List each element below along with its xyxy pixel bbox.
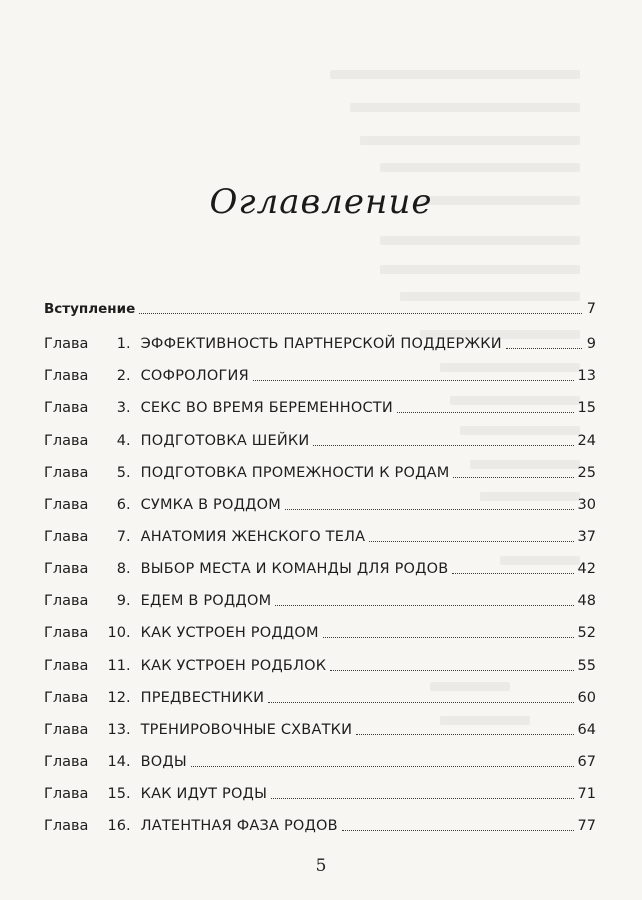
dot-leader — [356, 733, 573, 735]
toc-chapter-title: ЕДЕМ В РОДДОМ — [140, 593, 272, 609]
toc-row-chapter-5[interactable]: Глава 5 . ПОДГОТОВКА ПРОМЕЖНОСТИ К РОДАМ 25 — [44, 465, 596, 481]
toc-chapter-number: 11 — [107, 658, 126, 674]
toc-page-number: 60 — [577, 690, 596, 706]
toc-chapter-title: СЕКС ВО ВРЕМЯ БЕРЕМЕННОСТИ — [140, 400, 393, 416]
toc-chapter-title: КАК ИДУТ РОДЫ — [140, 786, 268, 802]
toc-page-number: 25 — [577, 465, 596, 481]
toc-chapter-prefix: Глава — [44, 465, 89, 481]
toc-chapter-number: 3 — [116, 400, 126, 416]
dot-leader — [271, 797, 573, 799]
toc-chapter-title: КАК УСТРОЕН РОДБЛОК — [140, 658, 327, 674]
toc-page-number: 9 — [586, 336, 596, 352]
toc-chapter-title: ТРЕНИРОВОЧНЫЕ СХВАТКИ — [140, 722, 353, 738]
toc-row-chapter-13[interactable]: Глава 13 . ТРЕНИРОВОЧНЫЕ СХВАТКИ 64 — [44, 722, 596, 738]
toc-chapter-prefix: Глава — [44, 722, 89, 738]
toc-page-number: 55 — [577, 658, 596, 674]
toc-chapter-title: ПОДГОТОВКА ПРОМЕЖНОСТИ К РОДАМ — [140, 465, 450, 481]
toc-row-chapter-8[interactable]: Глава 8 . ВЫБОР МЕСТА И КОМАНДЫ ДЛЯ РОДОВ 42 — [44, 561, 596, 577]
dot-leader — [330, 669, 573, 671]
dot-leader — [397, 411, 574, 413]
toc-chapter-prefix: Глава — [44, 658, 89, 674]
dot-leader — [191, 765, 574, 767]
dot-leader — [139, 312, 582, 314]
toc-page-number: 64 — [577, 722, 596, 738]
toc-row-chapter-14[interactable]: Глава 14 . ВОДЫ 67 — [44, 754, 596, 770]
toc-row-chapter-7[interactable]: Глава 7 . АНАТОМИЯ ЖЕНСКОГО ТЕЛА 37 — [44, 529, 596, 545]
toc-row-chapter-10[interactable]: Глава 10 . КАК УСТРОЕН РОДДОМ 52 — [44, 625, 596, 641]
toc-page-number: 67 — [577, 754, 596, 770]
toc-row-chapter-3[interactable]: Глава 3 . СЕКС ВО ВРЕМЯ БЕРЕМЕННОСТИ 15 — [44, 400, 596, 416]
toc-chapter-prefix: Глава — [44, 433, 89, 449]
toc-page-number: 71 — [577, 786, 596, 802]
toc-chapter-number: 10 — [107, 625, 126, 641]
toc-chapter-prefix: Глава — [44, 625, 89, 641]
toc-page-number: 30 — [577, 497, 596, 513]
toc-row-chapter-16[interactable]: Глава 16 . ЛАТЕНТНАЯ ФАЗА РОДОВ 77 — [44, 818, 596, 834]
toc-chapter-title: КАК УСТРОЕН РОДДОМ — [140, 625, 319, 641]
dot-leader — [313, 444, 573, 446]
toc-chapter-title: ВЫБОР МЕСТА И КОМАНДЫ ДЛЯ РОДОВ — [140, 561, 449, 577]
toc-page-number: 48 — [577, 593, 596, 609]
toc-page-number: 15 — [577, 400, 596, 416]
toc-chapter-number: 13 — [107, 722, 126, 738]
page-number: 5 — [315, 856, 327, 876]
toc-chapter-title: ВОДЫ — [140, 754, 187, 770]
toc-chapter-number: 7 — [116, 529, 126, 545]
dot-leader — [369, 540, 573, 542]
toc-row-chapter-1[interactable]: Глава 1 . ЭФФЕКТИВНОСТЬ ПАРТНЕРСКОЙ ПОДДЕРЖКИ 9 — [44, 336, 596, 352]
toc-chapter-number: 4 — [116, 433, 126, 449]
page-title: Оглавление — [209, 182, 433, 222]
toc-chapter-title: СОФРОЛОГИЯ — [140, 368, 249, 384]
toc-chapter-number: 1 — [116, 336, 126, 352]
toc-chapter-number: 12 — [107, 690, 126, 706]
dot-leader — [268, 701, 573, 703]
toc-row-chapter-6[interactable]: Глава 6 . СУМКА В РОДДОМ 30 — [44, 497, 596, 513]
toc-chapter-title: СУМКА В РОДДОМ — [140, 497, 281, 513]
toc-chapter-title: ПОДГОТОВКА ШЕЙКИ — [140, 433, 310, 449]
toc-row-chapter-4[interactable]: Глава 4 . ПОДГОТОВКА ШЕЙКИ 24 — [44, 433, 596, 449]
toc-page-number: 24 — [577, 433, 596, 449]
toc-chapter-number: 14 — [107, 754, 126, 770]
toc-chapter-number: 16 — [107, 818, 126, 834]
toc-page-number: 42 — [577, 561, 596, 577]
toc-chapter-number: 6 — [116, 497, 126, 513]
toc-chapter-number: 15 — [107, 786, 126, 802]
toc-chapter-prefix: Глава — [44, 786, 89, 802]
toc-page-number: 37 — [577, 529, 596, 545]
dot-leader — [453, 476, 573, 478]
toc-page-number: 7 — [586, 301, 596, 317]
dot-leader — [323, 636, 574, 638]
toc-row-chapter-2[interactable]: Глава 2 . СОФРОЛОГИЯ 13 — [44, 368, 596, 384]
toc-row-chapter-12[interactable]: Глава 12 . ПРЕДВЕСТНИКИ 60 — [44, 690, 596, 706]
toc-chapter-prefix: Глава — [44, 818, 89, 834]
toc-chapter-number: 2 — [116, 368, 126, 384]
toc-chapter-prefix: Глава — [44, 368, 89, 384]
toc-chapter-title: АНАТОМИЯ ЖЕНСКОГО ТЕЛА — [140, 529, 366, 545]
toc-chapter-title: ПРЕДВЕСТНИКИ — [140, 690, 265, 706]
toc-row-chapter-11[interactable]: Глава 11 . КАК УСТРОЕН РОДБЛОК 55 — [44, 658, 596, 674]
toc-chapter-number: 8 — [116, 561, 126, 577]
toc-chapter-number: 5 — [116, 465, 126, 481]
toc-chapter-number: 9 — [116, 593, 126, 609]
toc-intro-label: Вступление — [44, 301, 136, 317]
toc-row-chapter-15[interactable]: Глава 15 . КАК ИДУТ РОДЫ 71 — [44, 786, 596, 802]
dot-leader — [506, 347, 582, 349]
toc-chapter-prefix: Глава — [44, 336, 89, 352]
toc-row-intro[interactable] — [44, 294, 596, 318]
dot-leader — [275, 604, 573, 606]
dot-leader — [452, 572, 573, 574]
dot-leader — [342, 829, 574, 831]
dot-leader — [253, 379, 574, 381]
toc-page-number: 52 — [577, 625, 596, 641]
toc-chapter-prefix: Глава — [44, 561, 89, 577]
toc-chapter-prefix: Глава — [44, 529, 89, 545]
toc-chapter-title: ЭФФЕКТИВНОСТЬ ПАРТНЕРСКОЙ ПОДДЕРЖКИ — [140, 336, 502, 352]
toc-chapter-prefix: Глава — [44, 497, 89, 513]
toc-chapter-prefix: Глава — [44, 400, 89, 416]
toc-chapter-prefix: Глава — [44, 690, 89, 706]
toc-chapter-title: ЛАТЕНТНАЯ ФАЗА РОДОВ — [140, 818, 338, 834]
toc-page-number: 77 — [577, 818, 596, 834]
dot-leader — [285, 508, 574, 510]
toc-chapter-prefix: Глава — [44, 754, 89, 770]
toc-chapter-prefix: Глава — [44, 593, 89, 609]
toc-row-chapter-9[interactable]: Глава 9 . ЕДЕМ В РОДДОМ 48 — [44, 593, 596, 609]
toc-page-number: 13 — [577, 368, 596, 384]
